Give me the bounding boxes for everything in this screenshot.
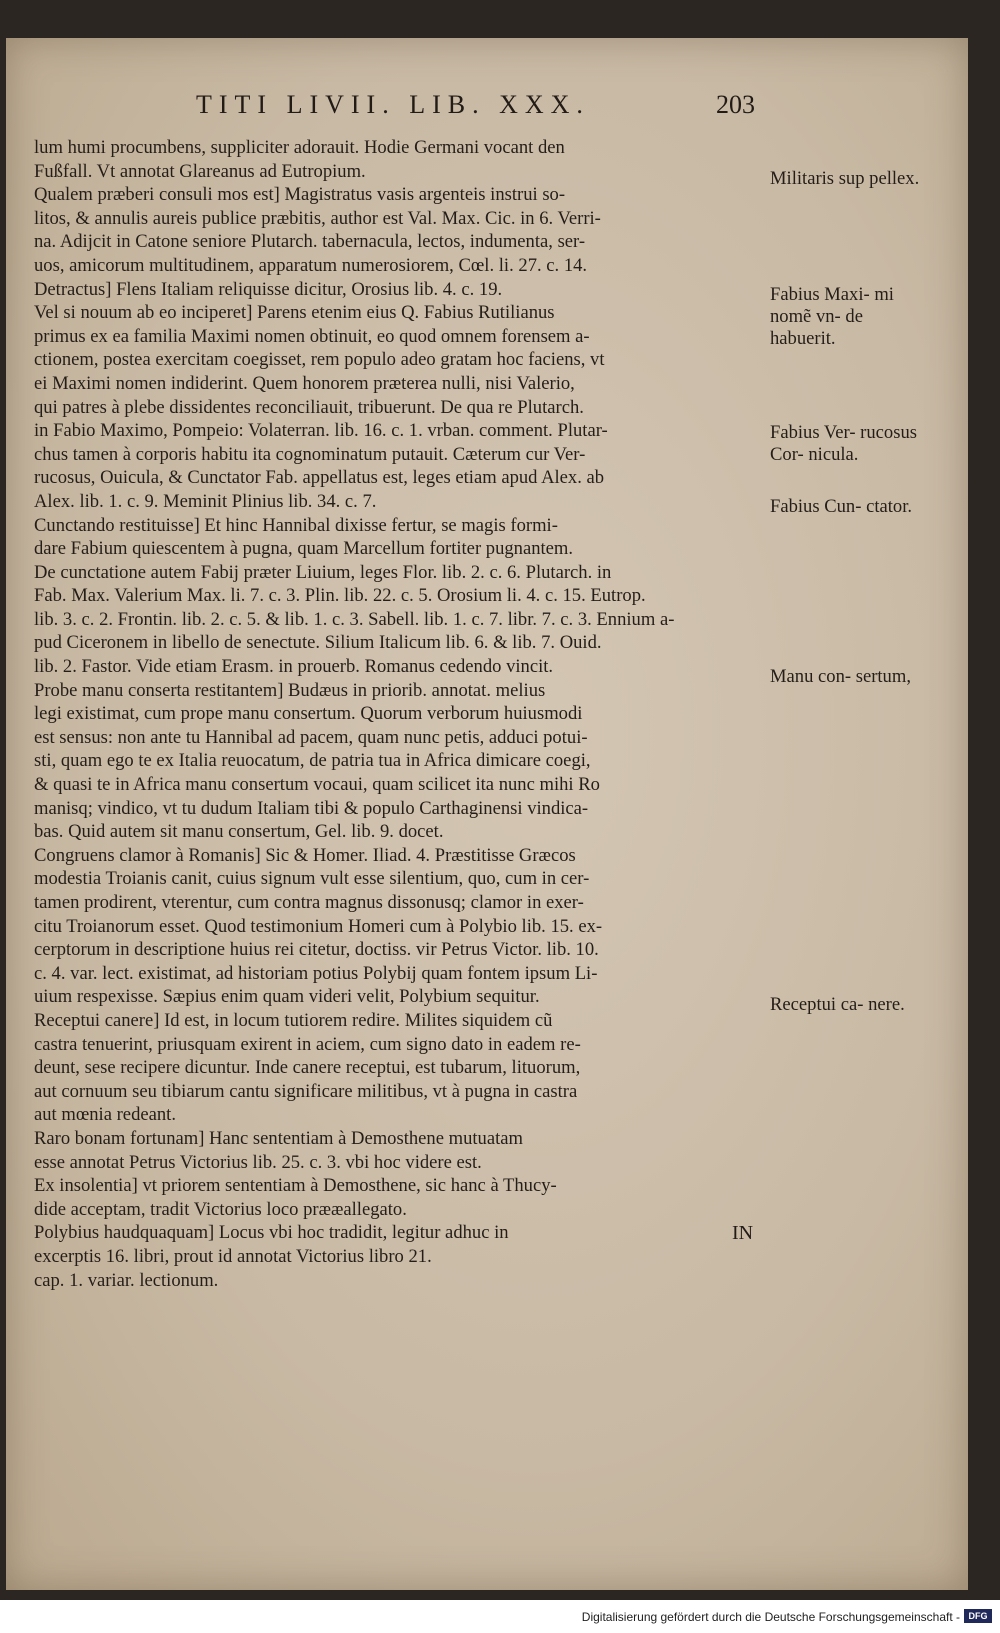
text-line: citu Troianorum esset. Quod testimonium Homeri cum à Polybio lib. 15. ex- — [34, 915, 603, 937]
text-line: Raro bonam fortunam] Hanc sententiam à Demosthene mutuatam — [34, 1127, 523, 1149]
running-head: TITI LIVII. LIB. XXX. — [196, 90, 590, 119]
text-line: modestia Troianis canit, cuius signum vult esse silentium, quo, cum in cer- — [34, 868, 590, 890]
text-line: cerptorum in descriptione huius rei citetur, doctiss. vir Petrus Victor. lib. 10. — [34, 939, 599, 961]
footer-bar — [0, 1600, 1000, 1633]
text-line: Receptui canere] Id est, in locum tutiorem redire. Milites siquidem cũ — [34, 1009, 553, 1031]
text-line: na. Adijcit in Catone seniore Plutarch. tabernacula, lectos, indumenta, ser- — [34, 231, 586, 253]
text-line: Cunctando restituisse] Et hinc Hannibal dixisse fertur, se magis formi- — [34, 514, 558, 536]
text-line: castra tenuerint, priusquam exirent in aciem, cum signo dato in eadem re- — [34, 1033, 581, 1055]
text-line: Fab. Max. Valerium Max. li. 7. c. 3. Plin. lib. 22. c. 5. Orosium li. 4. c. 15. Eutrop. — [34, 585, 646, 607]
text-line: tamen prodirent, vterentur, cum contra magnus dissonusq; clamor in exer- — [34, 892, 584, 913]
text-line: ei Maximi nomen indiderint. Quem honorem præterea nulli, nisi Valerio, — [34, 372, 575, 394]
text-line: & quasi te in Africa manu consertum vocaui, quam scilicet ita nunc mihi Ro — [34, 774, 600, 796]
page-header — [196, 90, 755, 124]
text-line: in Fabio Maximo, Pompeio: Volaterran. lib. 16. c. 1. vrban. comment. Plutar- — [34, 420, 608, 442]
text-line: Polybius haudquaquam] Locus vbi hoc tradidit, legitur adhuc in — [34, 1222, 509, 1244]
margin-note: Fabius Maxi- mi nomẽ vn- de habuerit. — [770, 284, 894, 349]
margin-note: Receptui ca- nere. — [770, 994, 905, 1015]
text-line: cap. 1. variar. lectionum. — [34, 1269, 219, 1291]
text-line: uium respexisse. Sæpius enim quam videri velit, Polybium sequitur. — [34, 986, 540, 1008]
text-line: Probe manu conserta restitantem] Budæus in priorib. annotat. melius — [34, 679, 546, 701]
commentary-text — [34, 136, 754, 1292]
text-line: esse annotat Petrus Victorius lib. 25. c. 3. vbi hoc videre est. — [34, 1151, 482, 1173]
text-line: dare Fabium quiescentem à pugna, quam Marcellum fortiter pugnantem. — [34, 538, 574, 560]
text-line: excerptis 16. libri, prout id annotat Victorius libro 21. — [34, 1245, 432, 1267]
text-line: Alex. lib. 1. c. 9. Meminit Plinius lib. 34. c. 7. — [34, 490, 377, 512]
text-line: qui patres à plebe dissidentes reconciliauit, tribuerunt. De qua re Plutarch. — [34, 396, 584, 418]
margin-note: Manu con- sertum, — [770, 666, 911, 687]
text-line: Congruens clamor à Romanis] Sic & Homer. Iliad. 4. Præstitisse Græcos — [34, 844, 576, 866]
text-line: deunt, sese recipere dicuntur. Inde canere receptui, est tubarum, lituorum, — [34, 1057, 581, 1079]
dfg-logo: DFG — [964, 1609, 992, 1623]
text-line: bas. Quid autem sit manu consertum, Gel. lib. 9. docet. — [34, 821, 444, 843]
text-line: manisq; vindico, vt tu dudum Italiam tibi & populo Carthaginensi vindica- — [34, 797, 589, 819]
page-number: 203 — [716, 90, 755, 119]
text-line: pud Ciceronem in libello de senectute. Silium Italicum lib. 6. & lib. 7. Ouid. — [34, 632, 602, 654]
text-line: chus tamen à corporis habitu ita cognominatum putauit. Cæterum cur Ver- — [34, 443, 586, 465]
text-line: litos, & annulis aureis publice præbitis, author est Val. Max. Cic. in 6. Verri- — [34, 207, 601, 229]
margin-note: Fabius Ver- rucosus Cor- nicula. — [770, 422, 917, 465]
text-line: Detractus] Flens Italiam reliquisse dicitur, Orosius lib. 4. c. 19. — [34, 278, 503, 300]
text-line: c. 4. var. lect. existimat, ad historiam potius Polybij quam fontem ipsum Li- — [34, 962, 598, 984]
text-line: sti, quam ego te ex Italia reuocatum, de patria tua in Africa dimicare coegi, — [34, 750, 591, 772]
text-line: Ex insolentia] vt priorem sententiam à Demosthene, sic hanc à Thucy- — [34, 1175, 557, 1197]
text-line: est sensus: non ante tu Hannibal ad pacem, quam nunc petis, adduci potui- — [34, 726, 588, 748]
text-line: aut cornuum seu tibiarum cantu significare militibus, vt à pugna in castra — [34, 1080, 578, 1102]
text-line: Vel si nouum ab eo inciperet] Parens etenim eius Q. Fabius Rutilianus — [34, 302, 555, 324]
book-page — [6, 38, 968, 1590]
text-line: lum humi procumbens, suppliciter adorauit. Hodie Germani vocant den — [34, 137, 565, 158]
text-line: uos, amicorum multitudinem, apparatum numerosiorem, Cœl. li. 27. c. 14. — [34, 254, 588, 276]
text-line: aut mœnia redeant. — [34, 1104, 176, 1126]
text-line: dide acceptam, tradit Victorius loco prææallegato. — [34, 1198, 407, 1220]
text-line: primus ex ea familia Maximi nomen obtinuit, eo quod omnem forensem a- — [34, 325, 590, 347]
catchword: IN — [732, 1222, 754, 1244]
funding-credit: Digitalisierung gefördert durch die Deutsche Forschungsgemeinschaft - — [581, 1610, 960, 1624]
text-line: lib. 3. c. 2. Frontin. lib. 2. c. 5. & lib. 1. c. 3. Sabell. lib. 1. c. 7. libr. 7. c. 3. Ennium a- — [34, 608, 675, 630]
text-line: lib. 2. Fastor. Vide etiam Erasm. in prouerb. Romanus cedendo vincit. — [34, 656, 554, 678]
margin-note: Fabius Cun- ctator. — [770, 496, 913, 517]
text-line: ctionem, postea exercitam coegisset, rem populo adeo gratam hoc faciens, vt — [34, 349, 605, 371]
margin-note: Militaris sup pellex. — [770, 168, 920, 189]
text-line: legi existimat, cum prope manu consertum. Quorum verborum huiusmodi — [34, 703, 583, 725]
text-line: rucosus, Ouicula, & Cunctator Fab. appellatus est, leges etiam apud Alex. ab — [34, 467, 605, 489]
text-line: Qualem præberi consuli mos est] Magistratus vasis argenteis instrui so- — [34, 184, 566, 206]
text-line: De cunctatione autem Fabij præter Liuium, leges Flor. lib. 2. c. 6. Plutarch. in — [34, 561, 612, 583]
text-line: Fußfall. Vt annotat Glareanus ad Eutropium. — [34, 160, 366, 182]
